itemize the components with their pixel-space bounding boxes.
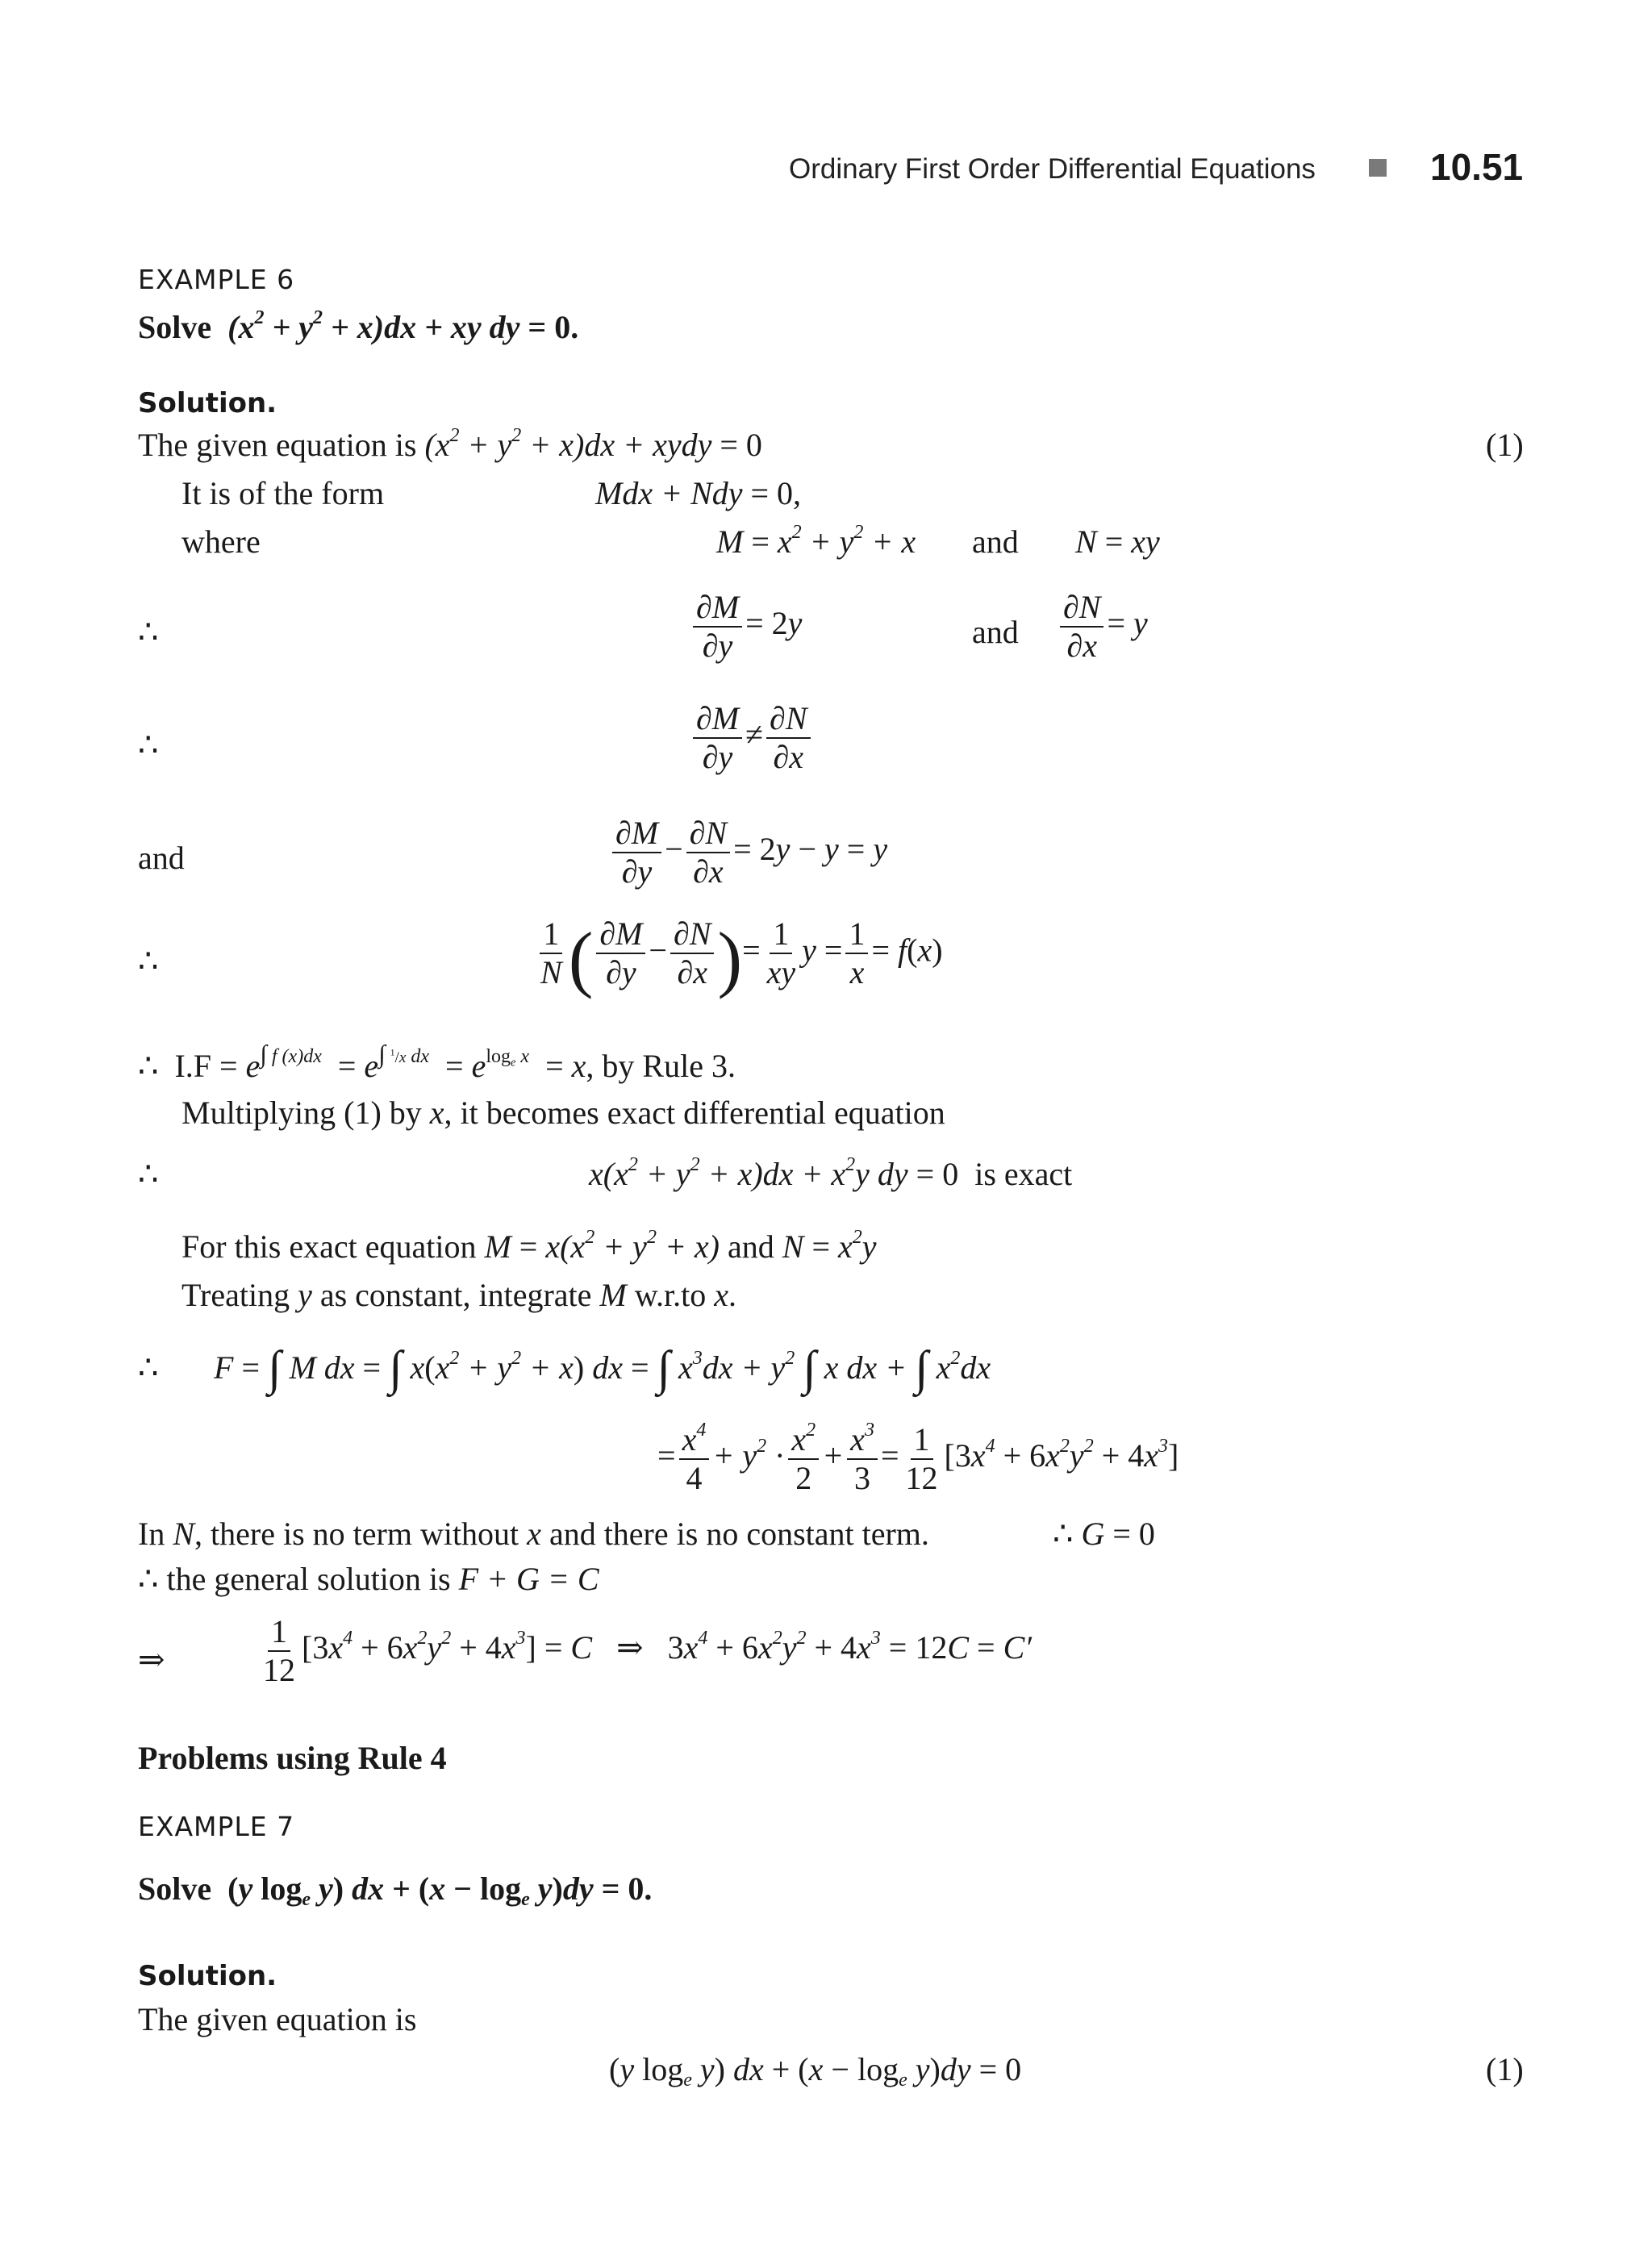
G-zero: ∴ G = 0 (1053, 1516, 1155, 1552)
example-7-solution-label: Solution. (138, 1960, 277, 1992)
therefore-symbol: ∴ (138, 614, 159, 650)
M-definition: $M = x^2 + y^2 + x$ (716, 522, 916, 560)
and-text-2: and (972, 614, 1019, 650)
equation-tag: (1) (1486, 427, 1524, 463)
multiplying-text: Multiplying (1) by x, it becomes exact differential equation (181, 1095, 945, 1131)
running-header-title: Ordinary First Order Differential Equations (789, 153, 1316, 185)
partials-not-equal: $\frac{\partial M}{\partial y}$ ≠ $\frac{\partial N}{\partial x}$ (690, 700, 814, 776)
F-integral: F = ∫ M dx = ∫ $x(x^2 + y^2 + x)$ dx = ∫ $x^3dx + y^2$ ∫ x dx + ∫ $x^2dx$ (214, 1341, 991, 1395)
given-equation-line: The given equation is $(x^2 + y^2 + x)dx$ + xydy = 0 (138, 425, 762, 463)
f-of-x-derivation: $\frac{1}{N}$ ( $\frac{\partial M}{\partial y}$ − $\frac{\partial N}{\partial x}$ )= $\frac{1}{xy}$ y = $\frac{1}{x}$ = f(x) (540, 915, 943, 999)
therefore-symbol-4: ∴ (138, 1156, 159, 1192)
therefore-symbol-5: ∴ (138, 1349, 159, 1386)
exact-equation: $x(x^2 + y^2 + x)dx + x^2y$ dy = 0 is exact (589, 1154, 1073, 1192)
final-solution: $\frac{1}{12}$ $[3x^4 + 6x^2y^2 + 4x^3] = C$ ⇒ $3x^4 + 6x^2y^2 + 4x^3 = 12C = C'$ (263, 1613, 1032, 1688)
therefore-symbol-3: ∴ (138, 943, 159, 979)
example-7-equation-tag: (1) (1486, 2051, 1524, 2087)
form-text: It is of the form (181, 475, 385, 511)
F-result: = $\frac{x^4}{4}$ + $y^2$ · $\frac{x^2}{2}$ + $\frac{x^3}{3}$ = $\frac{1}{12}$ $[3x^4 + 6x^2y^2 + 4x^3]$ (657, 1420, 1179, 1496)
treating-text: Treating y as constant, integrate M w.r.to x. (181, 1277, 737, 1313)
example-6-problem: Solve $(x^2 + y^2 + x)dx$ + xy dy = 0. (138, 307, 579, 345)
in-N-text: In N, there is no term without x and there is no constant term. (138, 1516, 929, 1552)
partials-difference: $\frac{\partial M}{\partial y}$ − $\frac{\partial N}{\partial x}$ = 2y − y = y (609, 815, 887, 890)
form-equation: Mdx + Ndy = 0, (595, 475, 802, 511)
header-square-icon (1369, 159, 1387, 177)
example-6-solution-label: Solution. (138, 387, 277, 419)
therefore-symbol-2: ∴ (138, 727, 159, 763)
example-7-given-equation: (y $\log_e y$) dx + $(x - \log_e y)dy = 0$ (609, 2051, 1022, 2091)
example-6-label: EXAMPLE 6 (138, 264, 295, 295)
page-number: 10.51 (1430, 146, 1524, 188)
for-exact-text: For this exact equation $M = x(x^2 + y^2 + x)$ and $N = x^2y$ (181, 1227, 877, 1265)
integrating-factor-line: ∴ $I.F = e^{\int f (x)dx} = e^{\int ^1/x dx} = e^{log_e x} = x$, by Rule 3. (138, 1040, 736, 1084)
N-definition: N = xy (1075, 523, 1160, 560)
example-7-label: EXAMPLE 7 (138, 1811, 295, 1842)
partial-M-y: $\frac{\partial M}{\partial y}$ = 2y (690, 589, 802, 665)
and-word: and (138, 840, 185, 876)
partial-N-x: $\frac{\partial N}{\partial x}$ = y (1057, 589, 1148, 665)
implies-symbol: ⇒ (138, 1641, 165, 1678)
example-7-given-text: The given equation is (138, 2001, 417, 2037)
and-text: and (972, 523, 1019, 560)
rule-4-heading: Problems using Rule 4 (138, 1740, 447, 1776)
where-text: where (181, 523, 261, 560)
general-solution-text: ∴ the general solution is F + G = C (138, 1561, 599, 1597)
example-7-problem: Solve (y $\log_e y$) dx + $(x - \log_e y)dy = 0$. (138, 1870, 653, 1911)
